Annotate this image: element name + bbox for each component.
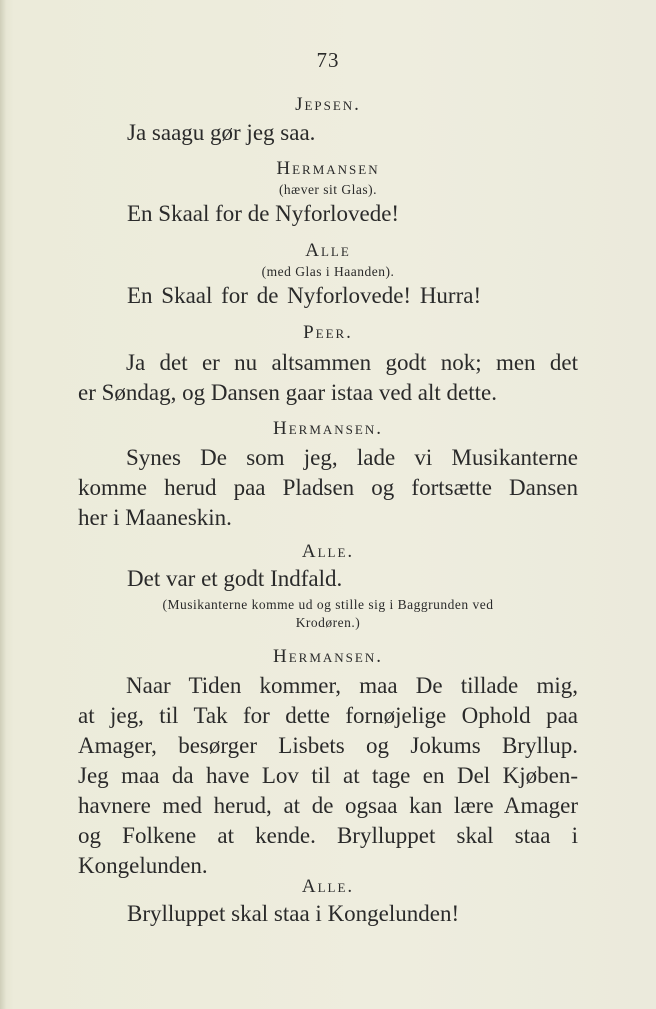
stage-direction: (med Glas i Haanden). <box>261 264 395 279</box>
speaker-hermansen: Hermansen. <box>273 646 383 667</box>
speaker-alle: Alle. <box>301 541 355 562</box>
stage-direction <box>100 596 556 632</box>
dialogue-line: Det var et godt Indfald. <box>127 566 343 591</box>
dialogue-paragraph <box>78 348 578 408</box>
speaker-jepsen: Jepsen. <box>295 94 361 115</box>
speaker-hermansen: Hermansen. <box>273 418 383 439</box>
speaker-hermansen: Hermansen <box>276 158 380 179</box>
dialogue-line: Naar Tiden kommer, maa De tillade mig, <box>126 673 578 698</box>
stage-direction-line: (Musikanterne komme ud og stille sig i Baggrunden ved <box>162 597 494 612</box>
dialogue-line: her i Maaneskin. <box>78 505 232 530</box>
speaker-alle: Alle <box>305 240 351 261</box>
speaker-alle: Alle. <box>301 876 355 897</box>
dialogue-line: og Folkene at kende. Brylluppet skal staa i <box>78 823 578 848</box>
dialogue-line: En Skaal for de Nyforlovede! Hurra! <box>127 283 482 308</box>
page-binding-edge <box>0 0 6 1009</box>
dialogue-line: komme herud paa Pladsen og fortsætte Dansen <box>78 475 578 500</box>
dialogue-line: Amager, besørger Lisbets og Jokums Bryllup. <box>78 733 578 758</box>
stage-direction-line: Krodøren.) <box>295 615 361 630</box>
stage-direction: (hæver sit Glas). <box>278 182 378 197</box>
dialogue-line: at jeg, til Tak for dette fornøjelige Ophold paa <box>78 703 578 728</box>
dialogue-line: Brylluppet skal staa i Kongelunden! <box>127 901 460 926</box>
dialogue-line: havnere med herud, at de ogsaa kan lære Amager <box>78 793 578 818</box>
dialogue-line: Ja det er nu altsammen godt nok; men det <box>126 350 578 375</box>
speaker-peer: Peer. <box>303 322 353 343</box>
dialogue-line: er Søndag, og Dansen gaar istaa ved alt dette. <box>78 380 497 405</box>
dialogue-paragraph <box>78 443 578 533</box>
page-number: 73 <box>316 48 340 72</box>
dialogue-line: En Skaal for de Nyforlovede! <box>127 201 400 226</box>
dialogue-paragraph <box>78 671 578 881</box>
dialogue-line: Synes De som jeg, lade vi Musikanterne <box>126 445 578 470</box>
dialogue-line: Ja saagu gør jeg saa. <box>127 120 316 145</box>
dialogue-line: Kongelunden. <box>78 853 208 878</box>
dialogue-line: Jeg maa da have Lov til at tage en Del Kjøben- <box>78 763 578 788</box>
